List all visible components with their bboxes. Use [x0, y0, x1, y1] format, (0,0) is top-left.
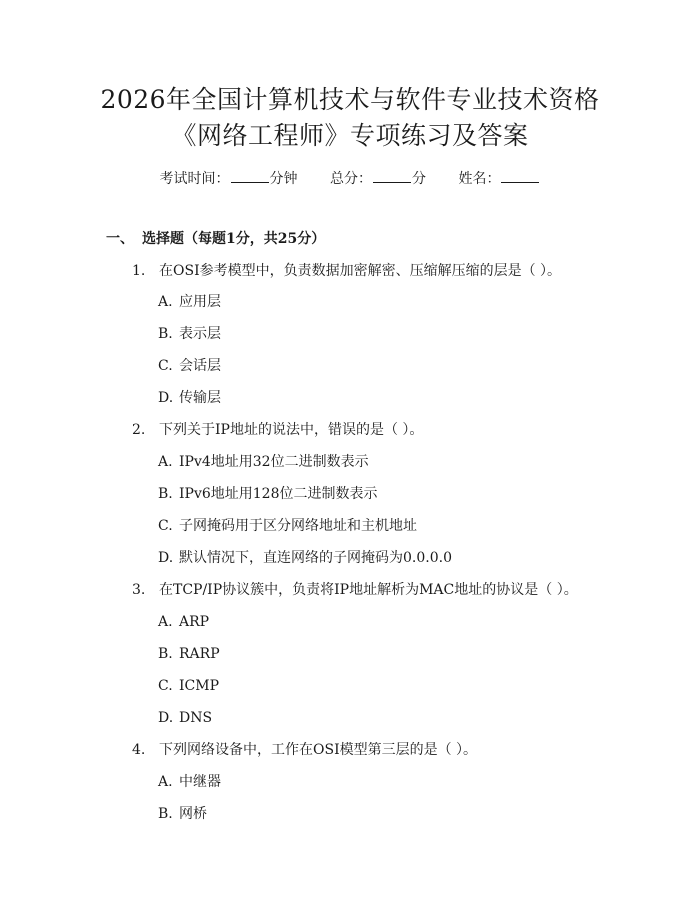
- question-text: 在OSI参考模型中，负责数据加密解密、压缩解压缩的层是（ ）。: [159, 263, 562, 279]
- exam-time-field: [160, 168, 298, 189]
- name-blank: [501, 168, 539, 183]
- name-label: 姓名：: [458, 171, 501, 187]
- option-text: ARP: [179, 614, 210, 630]
- option-label: D.: [158, 710, 174, 726]
- question-1: [132, 261, 561, 281]
- option-text: 应用层: [179, 294, 221, 310]
- option-label: C.: [158, 358, 173, 374]
- section-heading: [106, 229, 325, 249]
- question-4-option-a: [158, 772, 221, 792]
- question-text: 在TCP/IP协议簇中，负责将IP地址解析为MAC地址的协议是（ ）。: [159, 582, 578, 598]
- option-label: B.: [158, 326, 173, 342]
- question-2-option-d: [158, 548, 452, 568]
- option-label: C.: [158, 678, 173, 694]
- name-field: [458, 168, 540, 189]
- option-label: B.: [158, 646, 173, 662]
- question-2-option-a: [158, 452, 369, 472]
- option-text: DNS: [179, 710, 213, 726]
- question-text: 下列关于IP地址的说法中，错误的是（ ）。: [159, 422, 424, 438]
- question-number: 4.: [132, 742, 146, 758]
- option-text: 会话层: [179, 358, 221, 374]
- option-label: D.: [158, 550, 174, 566]
- exam-time-blank: [231, 168, 269, 183]
- question-text: 下列网络设备中，工作在OSI模型第三层的是（ ）。: [159, 742, 478, 758]
- option-label: D.: [158, 390, 174, 406]
- option-label: C.: [158, 518, 173, 534]
- question-2-option-b: [158, 484, 378, 504]
- total-score-label: 总分：: [330, 171, 372, 187]
- option-text: 传输层: [179, 390, 221, 406]
- total-score-unit: 分: [412, 171, 426, 187]
- question-number: 2.: [132, 422, 146, 438]
- exam-info-line: [0, 168, 700, 189]
- question-3: [132, 580, 578, 600]
- question-3-option-b: [158, 644, 220, 664]
- option-text: IPv4地址用32位二进制数表示: [179, 454, 369, 470]
- question-2: [132, 420, 423, 440]
- question-3-option-a: [158, 612, 209, 632]
- question-1-option-a: [158, 292, 221, 312]
- option-label: B.: [158, 806, 173, 822]
- question-1-option-c: [158, 356, 221, 376]
- total-score-blank: [373, 168, 411, 183]
- question-4-option-b: [158, 804, 207, 824]
- question-3-option-c: [158, 676, 219, 696]
- section-number: 一、: [106, 231, 134, 247]
- option-label: A.: [158, 454, 173, 470]
- option-label: A.: [158, 614, 173, 630]
- exam-time-label: 考试时间：: [159, 171, 230, 187]
- option-text: ICMP: [179, 678, 219, 694]
- option-label: B.: [158, 486, 173, 502]
- total-score-field: [330, 168, 426, 189]
- option-label: A.: [158, 294, 173, 310]
- question-1-option-b: [158, 324, 221, 344]
- option-text: 中继器: [179, 774, 221, 790]
- question-3-option-d: [158, 708, 212, 728]
- document-title-line-2: 《网络工程师》专项练习及答案: [171, 121, 529, 150]
- option-text: 表示层: [179, 326, 221, 342]
- question-4: [132, 740, 477, 760]
- section-title: 选择题（每题1分，共25分）: [142, 231, 326, 247]
- option-text: RARP: [179, 646, 220, 662]
- question-1-option-d: [158, 388, 221, 408]
- question-number: 3.: [132, 582, 146, 598]
- document-title-line-1: 2026年全国计算机技术与软件专业技术资格: [100, 85, 600, 114]
- option-label: A.: [158, 774, 173, 790]
- exam-time-unit: 分钟: [269, 171, 298, 187]
- option-text: 子网掩码用于区分网络地址和主机地址: [179, 518, 417, 534]
- option-text: IPv6地址用128位二进制数表示: [179, 486, 378, 502]
- option-text: 网桥: [179, 806, 207, 822]
- question-number: 1.: [132, 263, 146, 279]
- question-2-option-c: [158, 516, 417, 536]
- option-text: 默认情况下，直连网络的子网掩码为0.0.0.0: [179, 550, 452, 566]
